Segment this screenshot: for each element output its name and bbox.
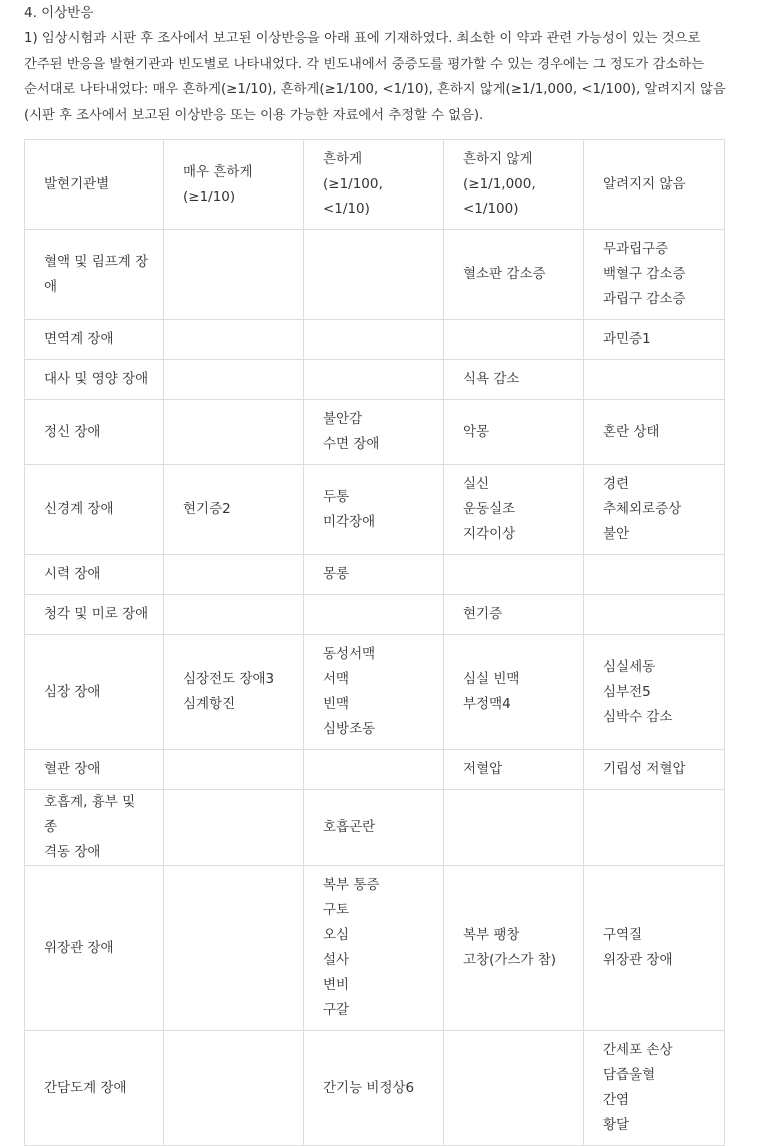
table-row: [25, 230, 725, 320]
table-row: [25, 320, 725, 360]
cell-uncommon: [444, 230, 584, 320]
intro-line: (시판 후 조사에서 보고된 이상반응 또는 이용 가능한 자료에서 추정할 수 없음).: [24, 107, 484, 123]
cell-text: 실신: [463, 476, 490, 492]
cell-text: 구역질: [603, 927, 643, 943]
cell-text: 구갈: [323, 1002, 350, 1018]
table-row: [25, 750, 725, 790]
cell-not-known: [584, 750, 725, 790]
cell-uncommon: [444, 750, 584, 790]
cell-very-common: [164, 555, 304, 595]
cell-organ-class: [25, 1031, 164, 1146]
header-cell-uncommon: [444, 140, 584, 230]
cell-uncommon: [444, 360, 584, 400]
cell-text: 매우 흔하게: [183, 163, 253, 180]
cell-text: 대사 및 영양 장애: [44, 371, 149, 387]
cell-common: [304, 360, 444, 400]
cell-uncommon: [444, 400, 584, 465]
cell-very-common: [164, 866, 304, 1031]
cell-text: 호흡곤란: [323, 819, 376, 835]
cell-text: 서맥: [323, 671, 350, 687]
cell-very-common: [164, 750, 304, 790]
cell-organ-class: [25, 750, 164, 790]
cell-text: 간담도계 장애: [44, 1079, 127, 1096]
cell-text: 위장관 장애: [44, 939, 114, 956]
cell-common: [304, 750, 444, 790]
table-row: [25, 595, 725, 635]
cell-organ-class: [25, 465, 164, 555]
cell-text: 변비: [323, 977, 350, 993]
cell-common: [304, 790, 444, 866]
header-cell-organ-class: [25, 140, 164, 230]
cell-uncommon: [444, 790, 584, 866]
cell-common: [304, 230, 444, 320]
cell-text: (≥1/10): [183, 188, 236, 205]
cell-text: 과민증1: [603, 331, 651, 347]
cell-text: 알려지지 않음: [603, 176, 686, 192]
cell-text: 흔하지 않게: [463, 151, 533, 167]
table-row: [25, 635, 725, 750]
cell-uncommon: [444, 320, 584, 360]
intro-line: 순서대로 나타내었다: 매우 흔하게(≥1/10), 흔하게(≥1/100, <1/10), 흔하지 않게(≥1/1,000, <1/100), 알려지지 않음: [24, 82, 726, 97]
cell-common: [304, 635, 444, 750]
header-cell-not-known: [584, 140, 725, 230]
cell-text: 불안감: [323, 411, 363, 427]
cell-text: 백혈구 감소증: [603, 266, 686, 282]
table-header-row: [25, 140, 725, 230]
cell-text: 경련: [603, 476, 630, 492]
cell-text: 정신 장애: [44, 423, 101, 440]
cell-text: 미각장애: [323, 513, 376, 530]
cell-not-known: [584, 790, 725, 866]
cell-text: 격동 장애: [44, 844, 101, 860]
cell-not-known: [584, 400, 725, 465]
cell-text: 악몽: [463, 423, 490, 440]
cell-text: 고창(가스가 참): [463, 952, 557, 968]
cell-text: 복부 통증: [323, 877, 380, 893]
cell-not-known: [584, 230, 725, 320]
cell-text: 추체외로증상: [603, 501, 682, 517]
cell-very-common: [164, 360, 304, 400]
cell-very-common: [164, 635, 304, 750]
cell-very-common: [164, 465, 304, 555]
cell-not-known: [584, 595, 725, 635]
table-row: [25, 866, 725, 1031]
cell-organ-class: [25, 230, 164, 320]
cell-text: 몽롱: [323, 566, 350, 582]
intro-line: 1) 임상시험과 시판 후 조사에서 보고된 이상반응을 아래 표에 기재하였다. 최소한 이 약과 관련 가능성이 있는 것으로: [24, 31, 701, 46]
cell-not-known: [584, 555, 725, 595]
table-row: [25, 360, 725, 400]
intro-paragraph: [24, 26, 724, 128]
cell-common: [304, 1031, 444, 1146]
document-body: [24, 0, 726, 1133]
cell-text: 불안: [603, 526, 630, 542]
cell-uncommon: [444, 1031, 584, 1146]
cell-text: 간기능 비정상6: [323, 1079, 415, 1096]
cell-text: 과립구 감소증: [603, 291, 686, 307]
cell-text: 심실 빈맥: [463, 671, 520, 687]
cell-organ-class: [25, 635, 164, 750]
cell-not-known: [584, 465, 725, 555]
table-row: [25, 400, 725, 465]
cell-uncommon: [444, 465, 584, 555]
cell-text: 간염: [603, 1092, 630, 1108]
cell-organ-class: [25, 320, 164, 360]
cell-text: 복부 팽창: [463, 927, 520, 943]
cell-text: 심실세동: [603, 658, 656, 675]
cell-text: 두통: [323, 488, 350, 505]
cell-organ-class: [25, 866, 164, 1031]
cell-organ-class: [25, 400, 164, 465]
cell-text: 위장관 장애: [603, 952, 673, 968]
cell-text: 식욕 감소: [463, 371, 520, 387]
cell-text: <1/100): [463, 201, 519, 217]
cell-text: 담즙울혈: [603, 1067, 656, 1083]
cell-text: 빈맥: [323, 696, 350, 712]
cell-organ-class: [25, 595, 164, 635]
cell-text: 발현기관별: [44, 176, 110, 192]
cell-text: 흔하게: [323, 151, 363, 167]
cell-text: 혈관 장애: [44, 761, 101, 777]
cell-common: [304, 595, 444, 635]
cell-text: 청각 및 미로 장애: [44, 606, 149, 622]
cell-text: (≥1/1,000,: [463, 176, 536, 192]
cell-text: 기립성 저혈압: [603, 761, 686, 777]
cell-text: 수면 장애: [323, 436, 380, 452]
cell-text: 면역계 장애: [44, 331, 114, 347]
cell-organ-class: [25, 790, 164, 866]
cell-text: 혼란 상태: [603, 423, 660, 440]
adverse-reactions-table: [24, 139, 725, 1146]
cell-text: 부정맥4: [463, 696, 511, 712]
table-row: [25, 790, 725, 866]
cell-text: 설사: [323, 952, 350, 968]
table-row: [25, 555, 725, 595]
cell-text: 구토: [323, 902, 350, 918]
cell-very-common: [164, 790, 304, 866]
cell-very-common: [164, 230, 304, 320]
cell-common: [304, 320, 444, 360]
cell-text: 심부전5: [603, 683, 651, 700]
cell-text: 애: [44, 278, 58, 295]
header-cell-common: [304, 140, 444, 230]
header-cell-very-common: [164, 140, 304, 230]
cell-text: 호흡계, 흉부 및 종: [44, 794, 136, 835]
cell-text: 신경계 장애: [44, 501, 114, 517]
cell-not-known: [584, 320, 725, 360]
cell-common: [304, 400, 444, 465]
table-row: [25, 465, 725, 555]
cell-text: 현기증2: [183, 501, 231, 517]
table-row: [25, 1031, 725, 1146]
cell-text: 심장전도 장애3: [183, 671, 275, 687]
cell-text: 혈소판 감소증: [463, 266, 546, 282]
intro-line: 간주된 반응을 발현기관과 빈도별로 나타내었다. 각 빈도내에서 중증도를 평가할 수 있는 경우에는 그 정도가 감소하는: [24, 56, 704, 72]
cell-text: 무과립구증: [603, 241, 669, 257]
cell-very-common: [164, 320, 304, 360]
cell-uncommon: [444, 866, 584, 1031]
cell-organ-class: [25, 360, 164, 400]
cell-text: (≥1/100, <1/10): [323, 176, 383, 217]
cell-text: 오심: [323, 927, 350, 943]
cell-very-common: [164, 1031, 304, 1146]
cell-text: 혈액 및 림프계 장: [44, 253, 149, 270]
cell-text: 황달: [603, 1117, 630, 1133]
cell-not-known: [584, 866, 725, 1031]
cell-uncommon: [444, 635, 584, 750]
cell-text: 간세포 손상: [603, 1042, 673, 1058]
cell-common: [304, 866, 444, 1031]
cell-very-common: [164, 595, 304, 635]
cell-text: 동성서맥: [323, 646, 376, 662]
cell-text: 현기증: [463, 606, 503, 622]
cell-very-common: [164, 400, 304, 465]
cell-text: 운동실조: [463, 501, 516, 517]
cell-not-known: [584, 360, 725, 400]
cell-common: [304, 465, 444, 555]
cell-text: 저혈압: [463, 761, 503, 777]
cell-text: 심계항진: [183, 696, 236, 712]
cell-text: 지각이상: [463, 526, 516, 542]
cell-uncommon: [444, 595, 584, 635]
cell-text: 심방조동: [323, 721, 376, 737]
cell-not-known: [584, 635, 725, 750]
cell-common: [304, 555, 444, 595]
cell-uncommon: [444, 555, 584, 595]
section-title: 4. 이상반응: [24, 5, 94, 21]
cell-organ-class: [25, 555, 164, 595]
cell-text: 시력 장애: [44, 566, 101, 582]
cell-text: 심박수 감소: [603, 708, 673, 725]
cell-not-known: [584, 1031, 725, 1146]
cell-text: 심장 장애: [44, 683, 101, 700]
